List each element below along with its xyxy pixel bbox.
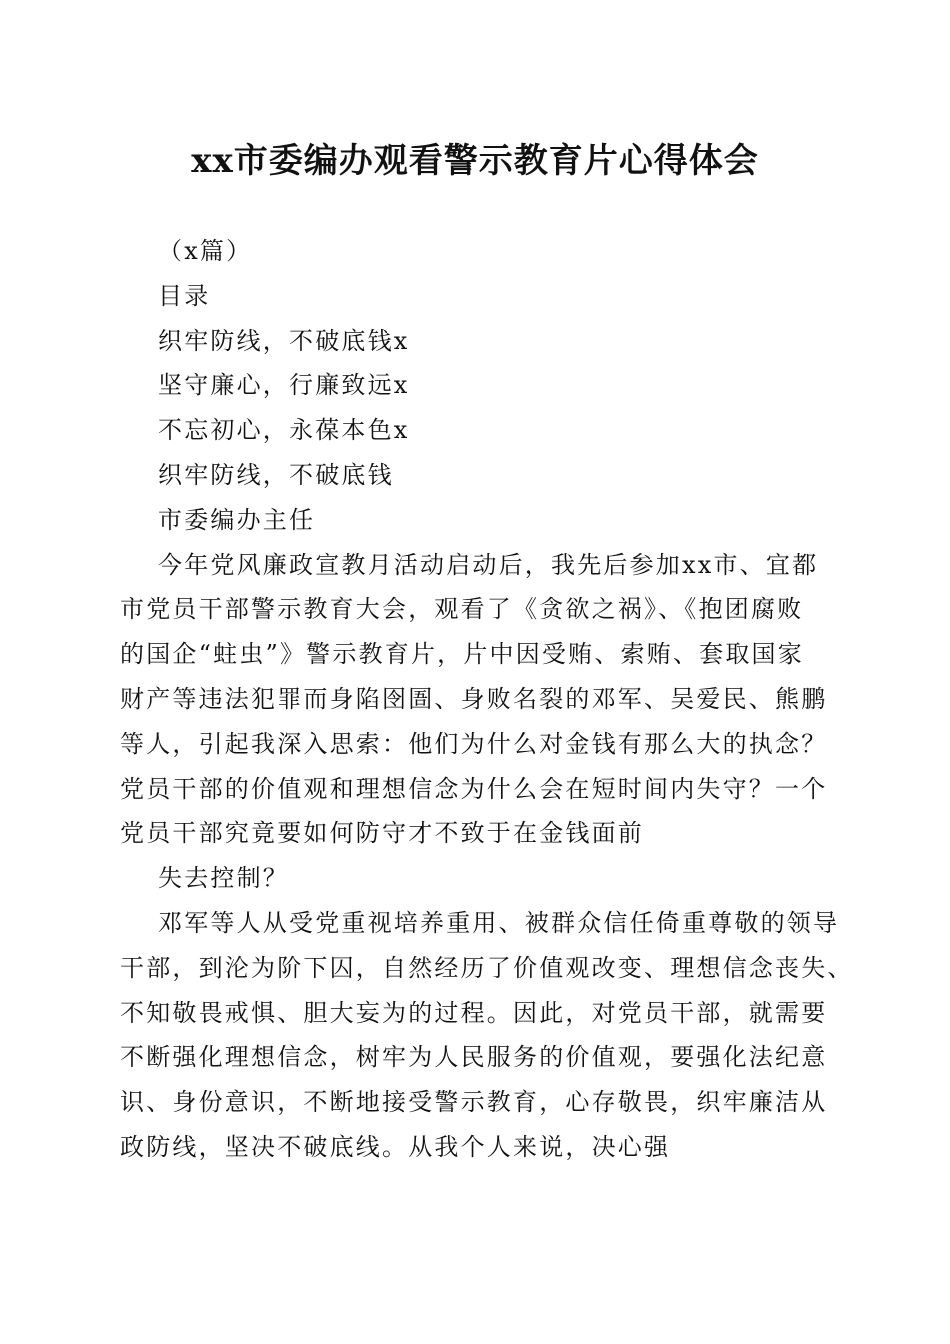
paragraph-line: 邓军等人从受党重视培养重用、被群众信任倚重尊敬的领导 xyxy=(158,908,840,937)
paragraph-line: 党员干部究竟要如何防守才不致于在金钱面前 xyxy=(120,819,644,848)
paragraph-line: 财产等违法犯罪而身陷囹圄、身败名裂的邓军、吴爱民、熊鹏 xyxy=(120,684,828,713)
document-title: xx市委编办观看警示教育片心得体会 xyxy=(191,141,759,181)
paragraph-line: 党员干部的价值观和理想信念为什么会在短时间内失守？一个 xyxy=(120,774,828,803)
paragraph-line: 干部，到沦为阶下囚，自然经历了价值观改变、理想信念丧失、 xyxy=(120,953,854,982)
toc-item: 坚守廉心，行廉致远x xyxy=(158,371,410,400)
author-line: 市委编办主任 xyxy=(158,505,316,534)
paragraph-line: 政防线，坚决不破底线。从我个人来说，决心强 xyxy=(120,1132,671,1161)
toc-heading: 目录 xyxy=(158,281,211,310)
document-body xyxy=(120,229,854,1170)
paragraph-line: 今年党风廉政宣教月活动启动后，我先后参加xx市、宜都 xyxy=(158,550,819,579)
paragraph-line: 不知敬畏戒惧、胆大妄为的过程。因此，对党员干部，就需要 xyxy=(120,998,828,1027)
paragraph-line: 等人，引起我深入思索：他们为什么对金钱有那么大的执念？ xyxy=(120,729,828,758)
paragraph-line: 不断强化理想信念，树牢为人民服务的价值观，要强化法纪意 xyxy=(120,1043,828,1072)
section-heading: 织牢防线，不破底钱 xyxy=(158,460,394,489)
toc-item: 织牢防线，不破底钱x xyxy=(158,326,410,355)
paragraph-line: 识、身份意识，不断地接受警示教育，心存敬畏，织牢廉洁从 xyxy=(120,1088,828,1117)
paragraph-line: 市党员干部警示教育大会，观看了《贪欲之祸》、《抱团腐败 xyxy=(120,595,804,624)
toc-item: 不忘初心，永葆本色x xyxy=(158,416,410,445)
edition-note: （x篇） xyxy=(158,237,253,265)
paragraph-line: 失去控制？ xyxy=(158,864,289,893)
paragraph-line: 的国企“蛀虫”》警示教育片，片中因受贿、索贿、套取国家 xyxy=(120,640,804,669)
